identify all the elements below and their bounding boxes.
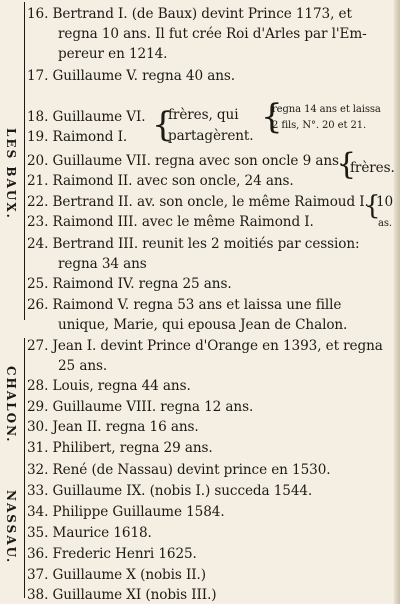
entry-35: 35. Maurice 1618. xyxy=(27,525,152,541)
note-2-fils: 2 fils, N°. 20 et 21. xyxy=(272,120,367,131)
entry-31: 31. Philibert, regna 29 ans. xyxy=(27,440,213,456)
entry-16-line-2: regna 10 ans. Il fut crée Roi d'Arles par l'Em- xyxy=(58,26,367,42)
brace-right-18-19: { xyxy=(261,97,283,137)
entry-17: 17. Guillaume V. regna 40 ans. xyxy=(27,68,235,84)
entry-19: 19. Raimond I. xyxy=(27,129,128,145)
entry-28: 28. Louis, regna 44 ans. xyxy=(27,378,191,394)
entry-34: 34. Philippe Guillaume 1584. xyxy=(27,504,225,520)
brace-22-23: { xyxy=(364,191,381,221)
nassau-bracket-line xyxy=(24,462,25,598)
entry-16-line-3: pereur en 1214. xyxy=(58,46,168,62)
note-partagerent: partagèrent. xyxy=(168,128,254,144)
note-regna-14: regna 14 ans et laissa xyxy=(272,104,381,115)
entry-26-line-2: unique, Marie, qui epousa Jean de Chalon. xyxy=(58,317,348,333)
baux-bracket-line xyxy=(24,2,25,320)
chalon-bracket-line xyxy=(24,338,25,464)
entry-38: 38. Guillaume XI (nobis III.) xyxy=(27,587,217,603)
entry-16-line-1: 16. Bertrand I. (de Baux) devint Prince 1173, et xyxy=(27,6,352,22)
entry-27-line-2: 25 ans. xyxy=(58,358,108,374)
note-freres-qui: frères, qui xyxy=(168,107,239,123)
entry-21: 21. Raimond II. avec son oncle, 24 ans. xyxy=(27,173,294,189)
entry-32: 32. René (de Nassau) devint prince en 1530. xyxy=(27,462,331,478)
entry-25: 25. Raimond IV. regna 25 ans. xyxy=(27,276,232,292)
page-edge xyxy=(394,0,400,604)
entry-18: 18. Guillaume VI. xyxy=(27,109,146,125)
entry-24-line-1: 24. Bertrand III. reunit les 2 moitiés par cession: xyxy=(27,236,360,252)
entry-29: 29. Guillaume VIII. regna 12 ans. xyxy=(27,399,254,415)
entry-37: 37. Guillaume X (nobis II.) xyxy=(27,567,206,583)
entry-33: 33. Guillaume IX. (nobis I.) succeda 1544. xyxy=(27,483,313,499)
brace-left-18-19: { xyxy=(152,105,174,145)
entry-23: 23. Raimond III. avec le même Raimond I. xyxy=(27,214,314,230)
entry-20: 20. Guillaume VII. regna avec son oncle 9 ans. xyxy=(27,153,344,169)
note-freres: frères. xyxy=(350,160,395,176)
brace-20-21: { xyxy=(337,147,357,182)
note-as: as. xyxy=(378,218,392,229)
note-ten: 10 xyxy=(376,194,394,210)
group-label-chalon: CHALON. xyxy=(4,366,18,444)
group-label-nassau: NASSAU. xyxy=(4,490,18,565)
group-label-les-baux: LES BAUX. xyxy=(4,128,18,220)
entry-27-line-1: 27. Jean I. devint Prince d'Orange en 1393, et regna xyxy=(27,338,383,354)
entry-30: 30. Jean II. regna 16 ans. xyxy=(27,419,199,435)
entry-22: 22. Bertrand II. av. son oncle, le même Raimoud I. xyxy=(27,194,369,210)
entry-36: 36. Frederic Henri 1625. xyxy=(27,546,197,562)
entry-26-line-1: 26. Raimond V. regna 53 ans et laissa une fille xyxy=(27,297,342,313)
entry-24-line-2: regna 34 ans xyxy=(58,256,147,272)
